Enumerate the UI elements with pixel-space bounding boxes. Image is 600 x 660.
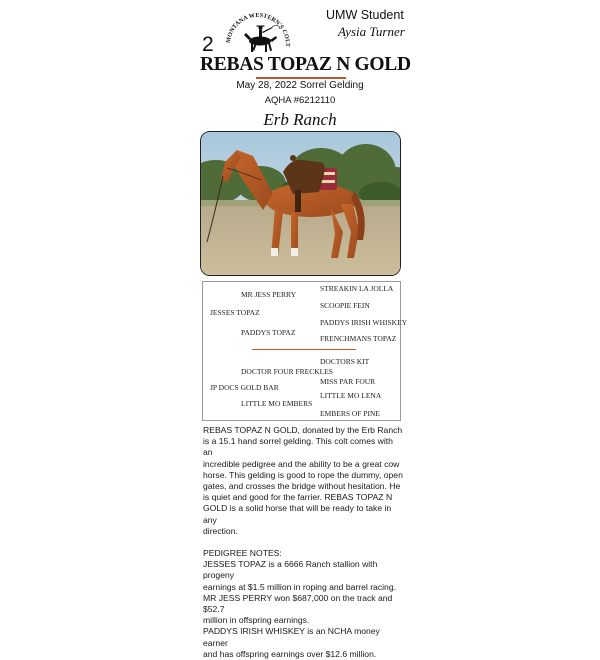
pedigree-dam-dam-dam: EMBERS OF PINE: [320, 409, 381, 418]
pedigree-dam-dam-sire: LITTLE MO LENA: [320, 391, 382, 400]
description-line: direction.: [203, 525, 238, 536]
description-line: REBAS TOPAZ N GOLD, donated by the Erb Ranch: [203, 425, 403, 435]
pedigree-sire-dam-dam: FRENCHMANS TOPAZ: [320, 334, 397, 343]
ranch-name: Erb Ranch: [263, 110, 337, 129]
description-line: horse. This gelding is good to rope the dummy, open: [203, 469, 403, 480]
description-line: incredible pedigree and the ability to be a great cow: [203, 458, 400, 469]
pedigree-dam-sire-sire: DOCTORS KIT: [320, 357, 370, 366]
student-name: Aysia Turner: [338, 24, 405, 39]
pedigree-sire-dam: PADDYS TOPAZ: [241, 328, 296, 337]
horse-info: May 28, 2022 Sorrel Gelding: [236, 80, 364, 91]
pedigree-note-line: million in offspring earnings.: [203, 615, 310, 626]
pedigree-note-line: earnings at $1.5 million in roping and barrel racing.: [203, 581, 396, 592]
pedigree-divider: [252, 349, 356, 350]
pedigree-notes-heading: PEDIGREE NOTES:: [203, 548, 282, 559]
pedigree-note-line: MR JESS PERRY won $687,000 on the track and $52.7: [203, 592, 393, 615]
pedigree-sire-sire: MR JESS PERRY: [241, 290, 297, 299]
pedigree-dam-sire-dam: MISS PAR FOUR: [320, 377, 376, 386]
lot-number: 2: [202, 33, 214, 56]
title-divider: [256, 77, 346, 79]
description-line: is a 15.1 hand sorrel gelding. This colt comes with an: [203, 436, 393, 458]
description-line: gates, and crosses the bridge without hesitation. He: [203, 481, 401, 492]
pedigree-sire-dam-sire: PADDYS IRISH WHISKEY: [320, 318, 408, 327]
aqha-number: AQHA #6212110: [264, 95, 336, 106]
horse-photo: [200, 131, 401, 276]
pedigree-chart: [202, 281, 408, 421]
pedigree-note-line: and has offspring earnings over $12.6 million.: [203, 648, 377, 659]
pedigree-dam: JP DOCS GOLD BAR: [210, 383, 279, 392]
pedigree-sire-sire-sire: STREAKIN LA JOLLA: [320, 284, 394, 293]
pedigree-sire-sire-dam: SCOOPIE FEIN: [320, 301, 370, 310]
pedigree-note-line: JESSES TOPAZ is a 6666 Ranch stallion with progeny: [203, 559, 378, 581]
description-line: is quiet and good for the farrier. REBAS TOPAZ N: [203, 492, 393, 503]
logo-text: MONTANA WESTERN'S COLT: [224, 11, 292, 47]
pedigree-dam-dam: LITTLE MO EMBERS: [241, 399, 313, 408]
description-line: GOLD is a solid horse that will be ready to take in any: [203, 503, 392, 525]
horse-description: [203, 425, 403, 660]
pedigree-note-line: PADDYS IRISH WHISKEY is an NCHA money earner: [203, 626, 380, 648]
colt-challenge-logo: [222, 5, 294, 55]
pedigree-dam-sire: DOCTOR FOUR FRECKLES: [241, 367, 333, 376]
student-label: UMW Student: [326, 8, 404, 22]
horse-name: REBAS TOPAZ N GOLD: [200, 54, 411, 75]
pedigree-sire: JESSES TOPAZ: [210, 308, 260, 317]
